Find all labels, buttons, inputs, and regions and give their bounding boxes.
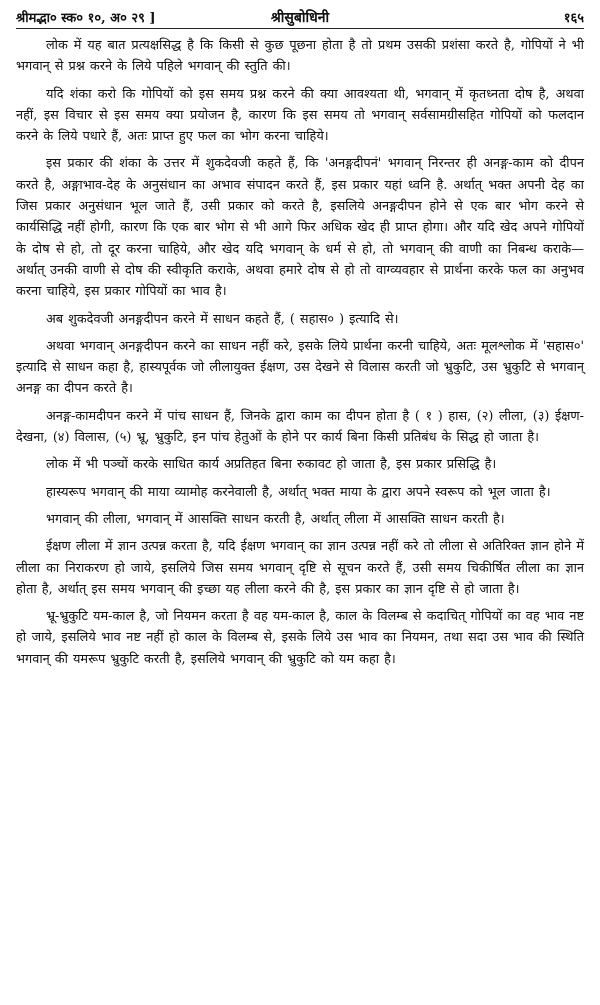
page-header [16, 6, 584, 29]
paragraph: यदि शंका करो कि गोपियों को इस समय प्रश्न करने की क्या आवश्यता थी, भगवान् में कृतध्नता दोष है, अथवा नहीं, इस विचार से इस समय क्या प्रयोजन है, कारण कि इस समय तो भगवान् सर्वसामग्रीसहित गोपियों को फलदान करने के लिये पधारे हैं, अतः प्राप्त हुए फल का भोग करना चाहिये। [16, 86, 584, 145]
paragraph: ईक्षण लीला में ज्ञान उत्पन्न करता है, यदि ईक्षण भगवान् का ज्ञान उत्पन्न नहीं करे तो लीला से अतिरिक्त ज्ञान होने में लीला का निराकरण हो जाये, इसलिये जिस समय भगवान् दृष्टि से सूचन करते हैं, उसी समय चिकीर्षित लीला का ज्ञान होता है, अर्थात् इस समय भगवान् की इच्छा यह लीला करने की है, इस प्रकार का ज्ञान दृष्टि से हो जाता है। [16, 539, 584, 597]
paragraph: लोक में यह बात प्रत्यक्षसिद्ध है कि किसी से कुछ पूछना होता है तो प्रथम उसकी प्रशंसा करते है, गोपियों ने भी भगवान् से प्रश्न करने के लिये पहिले भगवान् की स्तुति की। [16, 38, 584, 75]
paragraph: भ्रू-भ्रुकुटि यम-काल है, जो नियमन करता है वह यम-काल है, काल के विलम्ब से कदाचित् गोपियों का वह भाव नष्ट हो जाये, इसलिये भाव नष्ट नहीं हो काल के विलम्ब से, इसके लिये उस भाव का नियमन, तथा सदा उस भाव की स्थिति भगवान् की यमरूप भ्रुकुटि करती है, इसलिये भगवान् की भ्रुकुटि को यम कहा है। [16, 609, 584, 667]
page-body [16, 35, 584, 670]
running-title: श्रीसुबोधिनी [270, 10, 330, 26]
chapter-reference: श्रीमद्भा० स्क० १०, अ० २९ ] [16, 11, 156, 26]
paragraph: अनङ्ग-कामदीपन करने में पांच साधन हैं, जिनके द्वारा काम का दीपन होता है ( १ ) हास, (२) लीला, (३) ईक्षण-देखना, (४) विलास, (५) भ्रू, भ्रुकुटि, इन पांच हेतुओं के होने पर कार्य बिना किसी प्रतिबंध के सिद्ध हो जाता है। [16, 408, 584, 446]
paragraph: अब शुकदेवजी अनङ्गदीपन करने में साधन कहते हैं, ( सहास० ) इत्यादि से। [46, 311, 399, 327]
paragraph: हास्यरूप भगवान् की माया व्यामोह करनेवाली है, अर्थात् भक्त माया के द्वारा अपने स्वरूप को भूल जाता है। [46, 484, 551, 500]
page-number: १६५ [563, 11, 584, 26]
paragraph: भगवान् की लीला, भगवान् में आसक्ति साधन करती है, अर्थात् लीला में आसक्ति साधन करती है। [46, 511, 505, 527]
paragraph: अथवा भगवान् अनङ्गदीपन करने का साधन नहीं करे, इसके लिये प्रार्थना करनी चाहिये, अतः मूलश्लोक में 'सहास०' इत्यादि से साधन कहा है, हास्यपूर्वक जो लीलायुक्त ईक्षण, उस देखने से विलास करती जो भ्रुकुटि, उस भ्रुकुटि से भगवान् अनङ्ग का दीपन करते है। [16, 338, 584, 397]
paragraph: इस प्रकार की शंका के उत्तर में शुकदेवजी कहते हैं, कि 'अनङ्गदीपनं' भगवान् निरन्तर ही अनङ्ग-काम को दीपन करते है, अङ्गाभाव-देह के अनुसंधान का अभाव संपादन करते हैं, इस प्रकार यहां ध्वनि है. अर्थात् भक्त अपनी देह का जिस प्रकार अनुसंधान भूल जाते हैं, उसी प्रकार को करते है, इसलिये अनङ्गदीपन होने से एक बार भोग करने से कार्यसिद्धि नहीं होगी, कारण कि एक बार भोग से भी आगे फिर अधिक खेद ही प्राप्त होगा। और यदि खेद अपने गोपियों के दोष से हो, तो दूर करना चाहिये, और खेद यदि भगवान् के धर्म से हो, तो भगवान् की वाणी का निबन्ध कराके—अर्थात् उनकी वाणी से दोष की स्वीकृति कराके, अथवा हमारे दोष से हो तो वाग्व्यवहार से प्रार्थना करके फल का अनुभव करना चाहिये, इस प्रकार गोपियों का भाव है। [16, 156, 584, 300]
paragraph: लोक में भी पञ्चों करके साधित कार्य अप्रतिहत बिना रुकावट हो जाता है, इस प्रकार प्रसिद्धि है। [46, 457, 497, 473]
